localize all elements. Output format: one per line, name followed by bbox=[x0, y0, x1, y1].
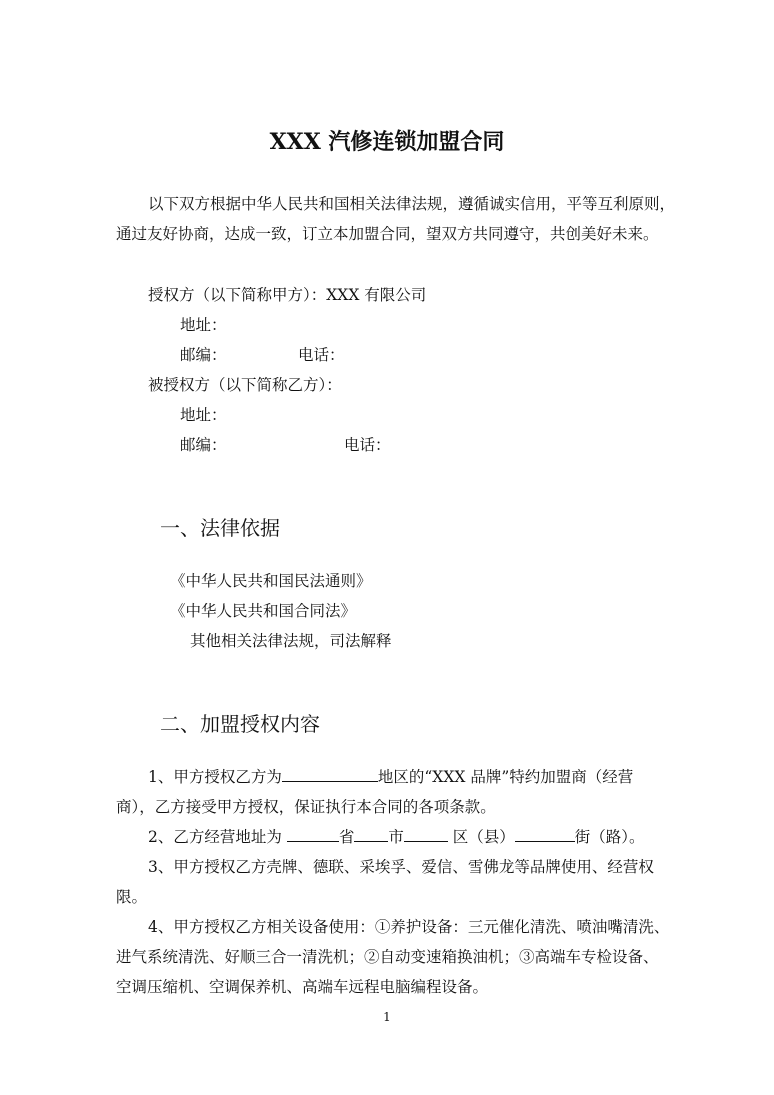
party-a-address: 地址： bbox=[180, 316, 227, 334]
clause-3-line-1: 3、甲方授权乙方壳牌、德联、采埃孚、爱信、雪佛龙等品牌使用、经营权 bbox=[148, 858, 654, 876]
clause-3-line-2: 限。 bbox=[116, 888, 148, 906]
clause-4-line-3: 空调压缩机、空调保养机、高端车远程电脑编程设备。 bbox=[116, 978, 489, 996]
section-1-heading: 一、法律依据 bbox=[160, 516, 280, 540]
clause-2-line: 2、乙方经营地址为 省 市 区（县） 街（路）。 bbox=[148, 828, 645, 846]
province-blank bbox=[287, 827, 339, 842]
party-b-postcode: 邮编： bbox=[180, 436, 227, 454]
party-a-phone: 电话： bbox=[298, 346, 345, 364]
clause-1-line-2: 商），乙方接受甲方授权，保证执行本合同的各项条款。 bbox=[116, 798, 496, 816]
region-blank bbox=[282, 767, 378, 782]
preamble-line-2: 通过友好协商，达成一致，订立本加盟合同，望双方共同遵守，共创美好未来。 bbox=[116, 225, 659, 243]
clause-1-line-1: 1、甲方授权乙方为 地区的“XXX 品牌”特约加盟商（经营 bbox=[148, 768, 634, 786]
party-b-label: 被授权方（以下简称乙方）： bbox=[148, 376, 342, 394]
page-number: 1 bbox=[383, 1010, 391, 1024]
clause-4-line-2: 进气系统清洗、好顺三合一清洗机；②自动变速箱换油机；③高端车专检设备、 bbox=[116, 948, 659, 966]
preamble-line-1: 以下双方根据中华人民共和国相关法律法规，遵循诚实信用，平等互利原则， bbox=[148, 195, 676, 213]
party-a-label: 授权方（以下简称甲方）：XXX 有限公司 bbox=[148, 286, 427, 304]
section-1-item: 其他相关法律法规，司法解释 bbox=[190, 632, 392, 650]
clause-4-line-1: 4、甲方授权乙方相关设备使用：①养护设备：三元催化清洗、喷油嘴清洗、 bbox=[148, 918, 670, 936]
section-2-heading: 二、加盟授权内容 bbox=[160, 712, 320, 736]
section-1-item: 《中华人民共和国民法通则》 bbox=[170, 572, 372, 590]
document-title: XXX 汽修连锁加盟合同 bbox=[269, 129, 505, 155]
district-blank bbox=[404, 827, 448, 842]
party-b-address: 地址： bbox=[180, 406, 227, 424]
city-blank bbox=[354, 827, 388, 842]
section-1-item: 《中华人民共和国合同法》 bbox=[170, 602, 357, 620]
party-a-postcode: 邮编： bbox=[180, 346, 227, 364]
street-blank bbox=[515, 827, 575, 842]
party-b-phone: 电话： bbox=[344, 436, 391, 454]
